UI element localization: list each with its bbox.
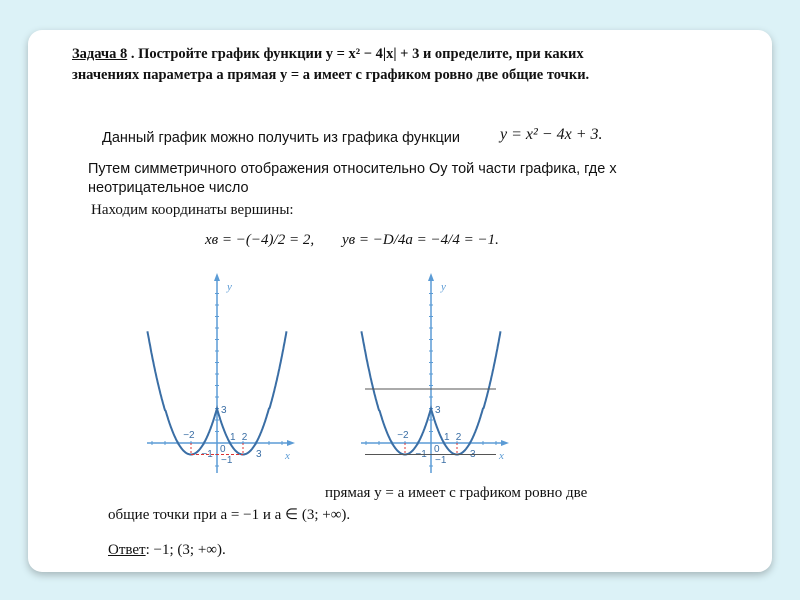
line1-formula: y = x² − 4x + 3.	[500, 126, 603, 143]
task-text: . Постройте график функции y = x² − 4|x| + 3 и определите, при каких значениях параметра a прямая y = a имеет с графиком ровно две общие точки.	[72, 46, 590, 83]
line2-text: Путем симметричного отображения относительно Оу той части графика, где х неотрицательное число	[88, 161, 617, 196]
conclusion-line1: прямая y = a имеет с графиком ровно две	[325, 485, 588, 501]
vertex-y: yв = −D/4a = −4/4 = −1.	[342, 232, 499, 248]
x-axis-label: x	[285, 450, 290, 462]
y-axis-label: y	[227, 281, 232, 293]
tick-label: 0	[220, 444, 226, 455]
x-axis-arrow	[501, 440, 509, 446]
line1-text: Данный график можно получить из графика функции	[102, 130, 460, 146]
vertex-heading: Находим координаты вершины:	[91, 202, 294, 218]
tick-label: 2	[455, 432, 462, 443]
tick-label: 0	[434, 444, 440, 455]
tick-label: 3	[435, 405, 441, 416]
vertex-x: xв = −(−4)/2 = 2,	[205, 232, 315, 248]
tick-label: −2	[183, 430, 195, 441]
answer-label: Ответ	[108, 542, 146, 558]
tick-label: 3	[256, 449, 262, 460]
y-axis-arrow	[428, 273, 434, 281]
x-axis-arrow	[287, 440, 295, 446]
task-label: Задача 8	[72, 46, 128, 62]
y-axis-label: y	[441, 281, 446, 293]
tick-label: 3	[221, 405, 227, 416]
answer-text: : −1; (3; +∞).	[145, 542, 226, 558]
conclusion-line2: общие точки при a = −1 и a ∈ (3; +∞).	[108, 507, 351, 523]
y-axis-arrow	[214, 273, 220, 281]
tick-label: −1	[221, 455, 233, 466]
tick-label: 1	[444, 432, 450, 443]
x-axis-label: x	[499, 450, 504, 462]
tick-label: 3	[470, 449, 476, 460]
tick-label: 1	[230, 432, 236, 443]
tick-label: 2	[241, 432, 248, 443]
tick-label: −1	[415, 449, 427, 460]
tick-label: −1	[435, 455, 447, 466]
tick-label: −2	[397, 430, 409, 441]
answer	[108, 542, 226, 559]
tick-label: −1	[201, 449, 213, 460]
